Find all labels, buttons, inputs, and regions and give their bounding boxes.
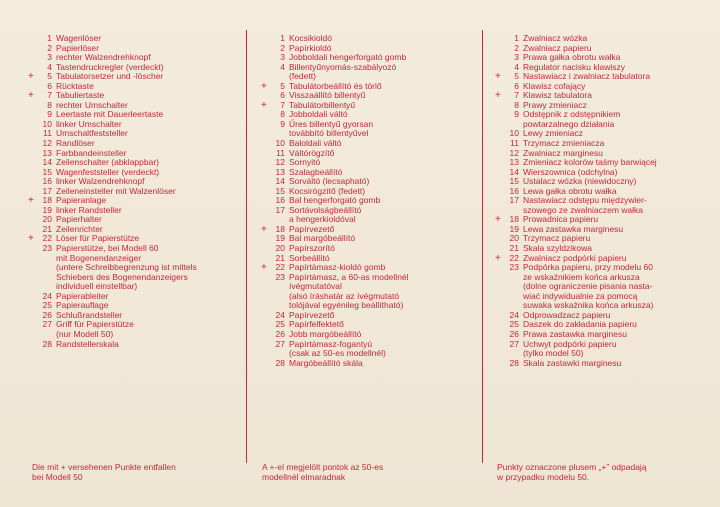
hungarian-footnote-line-2: modellnél elmaradnak	[262, 472, 346, 482]
item-text: Margóbeállító skála	[289, 357, 363, 368]
plus-marker: +	[495, 71, 501, 83]
item-number: 24	[509, 309, 519, 320]
item-number: 27	[275, 338, 285, 349]
item-number: 20	[42, 214, 52, 225]
item-text: rechter Umschalter	[56, 99, 128, 110]
item-text: Váltórögzítő	[289, 147, 335, 158]
item-number: 7	[514, 90, 519, 101]
item-text: Papierableiter	[56, 290, 109, 301]
item-number: 4	[514, 61, 519, 72]
item-text: Űres billentyű gyorsan	[289, 118, 374, 129]
item-number: 15	[509, 176, 519, 187]
polish-footnote	[497, 462, 707, 482]
item-number: 9	[514, 109, 519, 120]
polish-footnote-line-1: Punkty oznaczone plusem „+” odpadają	[497, 462, 647, 472]
item-text: mit Bogenendanzeiger	[56, 252, 142, 263]
hungarian-footnote-line-1: A +-el megjelölt pontok az 50-es	[262, 462, 384, 472]
item-text: Sornyitó	[289, 157, 321, 168]
item-text: Baloldali váltó	[289, 138, 342, 149]
item-text: Zwalniacz papieru	[523, 42, 592, 53]
item-text: Lewa zastawka marginesu	[523, 223, 624, 234]
item-text: Uchwyt podpórki papieru	[523, 338, 617, 349]
item-text: Zeilenschalter (abklappbar)	[56, 157, 159, 168]
list-item	[261, 206, 481, 225]
item-text: Billentyűnyomás-szabályozó	[289, 61, 397, 72]
item-number: 23	[42, 243, 52, 254]
item-text: (csak az 50-es modellnél)	[289, 348, 386, 359]
item-number: 11	[43, 128, 52, 139]
item-text: Schlußrandsteller	[56, 309, 123, 320]
item-number: 3	[47, 52, 52, 63]
item-text: linker Walzendrehknopf	[56, 176, 145, 187]
item-text: Ustalacz wózka (niewidoczny)	[523, 176, 637, 187]
item-text: Sorbeállító	[289, 252, 330, 263]
item-text: Papírtámasz, a 60-as modellnél	[289, 271, 409, 282]
item-number: 7	[47, 90, 52, 101]
item-text: Odprowadzacz papieru	[523, 309, 611, 320]
item-number: 3	[514, 52, 519, 63]
item-number: 18	[509, 214, 519, 225]
item-text: powtarzalnego działania	[523, 118, 615, 129]
item-text: individuell einstellbar)	[56, 281, 138, 292]
item-number: 11	[276, 147, 285, 158]
item-number: 5	[514, 71, 519, 82]
item-text: a hengerkioldóval	[289, 214, 356, 225]
item-text: Papierlöser	[56, 42, 99, 53]
item-text: Papírfelfektető	[289, 319, 344, 330]
item-text: Bal margóbeállító	[289, 233, 356, 244]
item-number: 22	[509, 252, 519, 263]
item-number: 16	[275, 195, 285, 206]
item-text: Prawy zmieniacz	[523, 99, 587, 110]
column-divider-2	[482, 30, 483, 463]
list-item	[261, 120, 481, 139]
german-footnote	[32, 462, 232, 482]
item-number: 25	[509, 319, 519, 330]
item-number: 15	[42, 166, 52, 177]
item-number: 20	[509, 233, 519, 244]
item-number: 26	[275, 328, 285, 339]
item-number: 6	[280, 90, 285, 101]
item-number: 1	[47, 33, 52, 43]
item-text: Jobboldali hengerforgató gomb	[289, 52, 407, 63]
german-footnote-line-2: bei Modell 50	[32, 472, 83, 482]
item-text: Papírkioldó	[289, 42, 332, 53]
item-text: tolójával egyénileg beállítható)	[289, 300, 404, 311]
item-text: wiać indywidualnie za pomocą	[523, 290, 638, 301]
item-text: Zeileneinsteller mit Walzenlöser	[56, 185, 176, 196]
item-number: 3	[280, 52, 285, 63]
item-text: Rücktaste	[56, 80, 94, 91]
item-number: 19	[275, 233, 285, 244]
item-number: 20	[275, 243, 285, 254]
item-text: Sorváltó (lecsapható)	[289, 176, 370, 187]
list-item	[495, 263, 710, 311]
item-number: 14	[509, 166, 519, 177]
item-text: (nur Modell 50)	[56, 328, 114, 339]
item-text: Lewa gałka obrotu wałka	[523, 185, 617, 196]
item-number: 10	[275, 138, 285, 149]
item-number: 6	[514, 80, 519, 91]
item-text: Zmieniacz kolorów taśmy barwiącej	[523, 157, 657, 168]
list-item	[28, 244, 243, 292]
item-text: Griff für Papierstütze	[56, 319, 134, 330]
item-text: Sortávolságbeállító	[289, 204, 362, 215]
list-item	[261, 63, 481, 82]
plus-marker: +	[28, 195, 34, 207]
list-item	[261, 340, 481, 359]
item-number: 4	[280, 61, 285, 72]
item-text: Tastendruckregler (verdeckt)	[56, 61, 164, 72]
german-footnote-line-1: Die mit + versehenen Punkte entfallen	[32, 462, 176, 472]
item-number: 17	[42, 185, 52, 196]
item-number: 4	[47, 61, 52, 72]
list-item	[28, 340, 243, 350]
list-item	[261, 359, 481, 369]
plus-marker: +	[261, 223, 267, 235]
item-text: linker Randsteller	[56, 204, 122, 215]
item-number: 24	[275, 309, 285, 320]
item-number: 16	[509, 185, 519, 196]
item-text: Papírtámasz-fogantyú	[289, 338, 373, 349]
item-text: Zeilenrichter	[56, 223, 103, 234]
item-text: Umschaltfeststeller	[56, 128, 128, 139]
item-text: Papírtámasz-kioldó gomb	[289, 262, 386, 273]
item-number: 2	[47, 42, 52, 53]
item-text: Papieranlage	[56, 195, 107, 206]
item-text: Podpórka papieru, przy modelu 60	[523, 262, 653, 273]
item-number: 11	[510, 138, 519, 149]
item-text: Randlöser	[56, 138, 95, 149]
plus-marker: +	[261, 80, 267, 92]
item-number: 19	[42, 204, 52, 215]
item-text: Daszek do zakładania papieru	[523, 319, 637, 330]
item-number: 6	[47, 80, 52, 91]
item-text: (tylko model 50)	[523, 348, 584, 359]
item-text: Zwalniacz wózka	[523, 33, 588, 43]
item-number: 14	[275, 176, 285, 187]
item-number: 5	[280, 80, 285, 91]
item-text: Leertaste mit Dauerleertaste	[56, 109, 164, 120]
item-text: linker Umschalter	[56, 118, 122, 129]
item-number: 21	[42, 223, 52, 234]
item-text: Prawa zastawka marginesu	[523, 328, 627, 339]
item-text: Tabulátorbillentyű	[289, 99, 356, 110]
hungarian-footnote	[262, 462, 472, 482]
item-text: Skala szyldzikowa	[523, 243, 592, 254]
item-text: Prawa gałka obrotu wałka	[523, 52, 621, 63]
item-number: 15	[275, 185, 285, 196]
item-text: Nastawiacz i zwalniacz tabulatora	[523, 71, 651, 82]
item-text: szowego ze zwalniaczem wałka	[523, 204, 643, 215]
item-text: Kocsikioldó	[289, 33, 332, 43]
item-text: Visszaállító billentyű	[289, 90, 366, 101]
item-number: 25	[275, 319, 285, 330]
item-text: Jobb margóbeállító	[289, 328, 362, 339]
item-number: 2	[514, 42, 519, 53]
item-number: 28	[509, 357, 519, 368]
item-text: (fedett)	[289, 71, 316, 82]
item-number: 18	[275, 223, 285, 234]
item-text: Nastawiacz odstępu międzywier-	[523, 195, 647, 206]
item-text: Jobboldali váltó	[289, 109, 348, 120]
plus-marker: +	[495, 90, 501, 102]
item-number: 19	[509, 223, 519, 234]
item-text: Zwalniacz marginesu	[523, 147, 603, 158]
item-text: rechter Walzendrehknopf	[56, 52, 151, 63]
item-text: Klawisz tabulatora	[523, 90, 592, 101]
item-text: Szalagbeállító	[289, 166, 343, 177]
item-number: 18	[42, 195, 52, 206]
list-item	[495, 359, 710, 369]
plus-marker: +	[495, 252, 501, 264]
item-number: 13	[275, 166, 285, 177]
item-number: 26	[42, 309, 52, 320]
item-number: 12	[509, 147, 519, 158]
item-number: 28	[42, 338, 52, 349]
item-text: Lewy zmieniacz	[523, 128, 583, 139]
item-text: továbbító billentyűvel	[289, 128, 369, 139]
list-item	[28, 320, 243, 339]
item-text: Regulator nacisku klawiszy	[523, 61, 626, 72]
item-number: 13	[509, 157, 519, 168]
item-number: 27	[42, 319, 52, 330]
item-number: 12	[42, 138, 52, 149]
item-number: 13	[42, 147, 52, 158]
item-text: Papírszorító	[289, 243, 335, 254]
item-number: 23	[275, 271, 285, 282]
plus-marker: +	[28, 233, 34, 245]
item-text: Tabulátorbeállító és törlő	[289, 80, 382, 91]
item-text: Tabulatorsetzer und -löscher	[56, 71, 164, 82]
item-number: 12	[275, 157, 285, 168]
item-number: 27	[509, 338, 519, 349]
item-number: 17	[275, 204, 285, 215]
item-text: Wierszownica (odchylna)	[523, 166, 618, 177]
item-text: ívégmutatóval	[289, 281, 342, 292]
item-text: (untere Schreibbegrenzung ist mittels	[56, 262, 197, 273]
plus-marker: +	[261, 262, 267, 274]
item-text: Kocsirögzítő (fedett)	[289, 185, 366, 196]
item-number: 28	[275, 357, 285, 368]
list-item	[261, 273, 481, 311]
plus-marker: +	[28, 90, 34, 102]
polish-footnote-line-2: w przypadku modelu 50.	[497, 472, 590, 482]
item-number: 23	[509, 262, 519, 273]
item-text: Trzymacz zmieniacza	[523, 138, 605, 149]
item-number: 16	[42, 176, 52, 187]
item-text: Papierstütze, bei Modell 60	[56, 243, 159, 254]
item-text: Tabuliertaste	[56, 90, 105, 101]
item-text: Skala zastawki marginesu	[523, 357, 622, 368]
item-number: 10	[42, 118, 52, 129]
item-text: Klawisz cofający	[523, 80, 586, 91]
item-number: 21	[509, 243, 519, 254]
item-text: Randstellerskala	[56, 338, 119, 349]
item-text: (alsó íráshatár az ívégmutató	[289, 290, 400, 301]
column-divider-1	[246, 30, 247, 463]
item-number: 10	[509, 128, 519, 139]
item-text: Prowadnica papieru	[523, 214, 599, 225]
list-item	[495, 340, 710, 359]
item-number: 8	[514, 99, 519, 110]
item-number: 22	[42, 233, 52, 244]
item-text: Wagenfeststeller (verdeckt)	[56, 166, 160, 177]
item-number: 9	[47, 109, 52, 120]
item-text: Wagenlöser	[56, 33, 102, 43]
item-number: 14	[42, 157, 52, 168]
item-number: 5	[47, 71, 52, 82]
item-number: 17	[509, 195, 519, 206]
item-text: Bal hengerforgató gomb	[289, 195, 381, 206]
list-item	[495, 196, 710, 215]
item-number: 24	[42, 290, 52, 301]
item-number: 2	[280, 42, 285, 53]
item-number: 1	[514, 33, 519, 43]
item-text: Trzymacz papieru	[523, 233, 591, 244]
item-number: 8	[280, 109, 285, 120]
item-text: Papírvezető	[289, 309, 335, 320]
item-text: (dolne ograniczenie pisania nasta-	[523, 281, 653, 292]
item-number: 25	[42, 300, 52, 311]
hungarian-list	[261, 34, 481, 368]
item-text: ze wskaźnikiem końca arkusza	[523, 271, 640, 282]
item-text: Löser für Papierstütze	[56, 233, 140, 244]
list-item	[495, 110, 710, 129]
item-text: Odstępnik z odstępnikiem	[523, 109, 621, 120]
item-text: Zwalniacz podpórki papieru	[523, 252, 627, 263]
plus-marker: +	[495, 214, 501, 226]
item-number: 22	[275, 262, 285, 273]
item-number: 8	[47, 99, 52, 110]
item-number: 9	[280, 118, 285, 129]
polish-list	[495, 34, 710, 368]
item-text: Papierhalter	[56, 214, 102, 225]
plus-marker: +	[261, 99, 267, 111]
item-number: 1	[280, 33, 285, 43]
item-number: 7	[280, 99, 285, 110]
item-number: 21	[275, 252, 285, 263]
item-text: Papierauflage	[56, 300, 109, 311]
item-text: Papírvezető	[289, 223, 335, 234]
item-text: Schiebers des Bogenendanzeigers	[56, 271, 188, 282]
item-number: 26	[509, 328, 519, 339]
item-text: suwaka wskaźnika końca arkusza)	[523, 300, 654, 311]
plus-marker: +	[28, 71, 34, 83]
item-text: Farbbandeinsteller	[56, 147, 127, 158]
german-list	[28, 34, 243, 349]
